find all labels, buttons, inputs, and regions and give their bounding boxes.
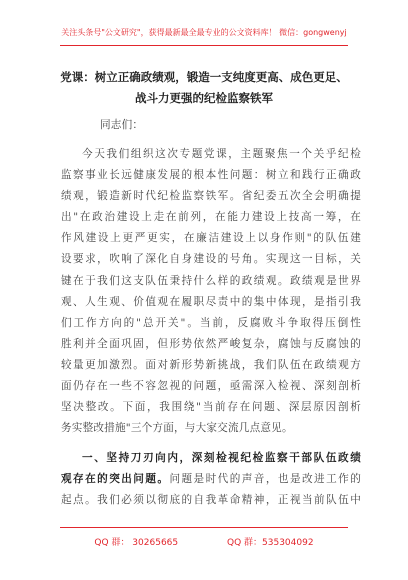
section-heading-tail: 观存在的突出问题。 bbox=[61, 473, 170, 486]
section-heading-line: 一、坚持刀刃向内，深刻检视纪检监察干部队伍政绩 bbox=[82, 452, 361, 464]
paragraph-line: 监察事业长远健康发展的根本性问题：树立和践行正确政 bbox=[61, 169, 361, 182]
paragraph-1 bbox=[61, 144, 361, 439]
header-divider bbox=[60, 45, 348, 46]
paragraph-line: 绩观，锻造新时代纪检监察铁军。省纪委五次全会明确提 bbox=[61, 190, 361, 203]
footer-qq-group-1: QQ 群： 30265665 bbox=[94, 538, 179, 548]
paragraph-line: 坚决整改。下面，我围绕"当前存在问题、深层原因剖析 bbox=[61, 401, 361, 414]
footer bbox=[0, 535, 408, 548]
paragraph-line: 面仍存在一些不容忽视的问题，亟需深入检视、深刻剖析 bbox=[61, 380, 361, 393]
title-line-1: 党课：树立正确政绩观，锻造一支纯度更高、成色更足、 bbox=[60, 70, 348, 84]
paragraph-text: 问题是时代的声音，也是改进工作的 bbox=[169, 473, 361, 486]
paragraph-line: 起点。我们必须以彻底的自我革命精神，正视当前队伍中 bbox=[61, 494, 361, 507]
salutation: 同志们： bbox=[100, 119, 144, 131]
footer-divider bbox=[60, 527, 348, 528]
paragraph-line: 较量更加激烈。面对新形势新挑战，我们队伍在政绩观方 bbox=[61, 358, 361, 371]
footer-qq-group-2: QQ 群：535304092 bbox=[227, 538, 314, 548]
paragraph-line: 胜利并全面巩固，但形势依然严峻复杂，腐蚀与反腐蚀的 bbox=[61, 337, 361, 350]
paragraph-line: 今天我们组织这次专题党课，主题聚焦一个关乎纪检 bbox=[82, 148, 361, 160]
header-banner: 关注头条号"公文研究"，获得最新最全最专业的公文资料库！ 微信：gongwenyj bbox=[61, 28, 347, 37]
title-line-2: 战斗力更强的纪检监察铁军 bbox=[135, 91, 273, 105]
paragraph-line: 观、人生观、价值观在履职尽责中的集中体现，是指引我 bbox=[61, 295, 361, 308]
paragraph-line: 出"在政治建设上走在前列，在能力建设上技高一筹，在 bbox=[61, 211, 361, 224]
paragraph-line: 务实整改措施"三个方面，与大家交流几点意见。 bbox=[61, 422, 293, 435]
paragraph-line: 键在于我们这支队伍秉持什么样的政绩观。政绩观是世界 bbox=[61, 274, 361, 287]
paragraph-line: 设要求，吹响了深化自身建设的号角。实现这一目标，关 bbox=[61, 253, 361, 266]
paragraph-line: 们工作方向的"总开关"。当前，反腐败斗争取得压倒性 bbox=[61, 316, 361, 329]
document-title bbox=[46, 67, 362, 109]
paragraph-2 bbox=[61, 448, 361, 511]
paragraph-line: 作风建设上更严更实，在廉洁建设上以身作则"的队伍建 bbox=[61, 232, 361, 245]
paragraph-line bbox=[61, 469, 361, 490]
